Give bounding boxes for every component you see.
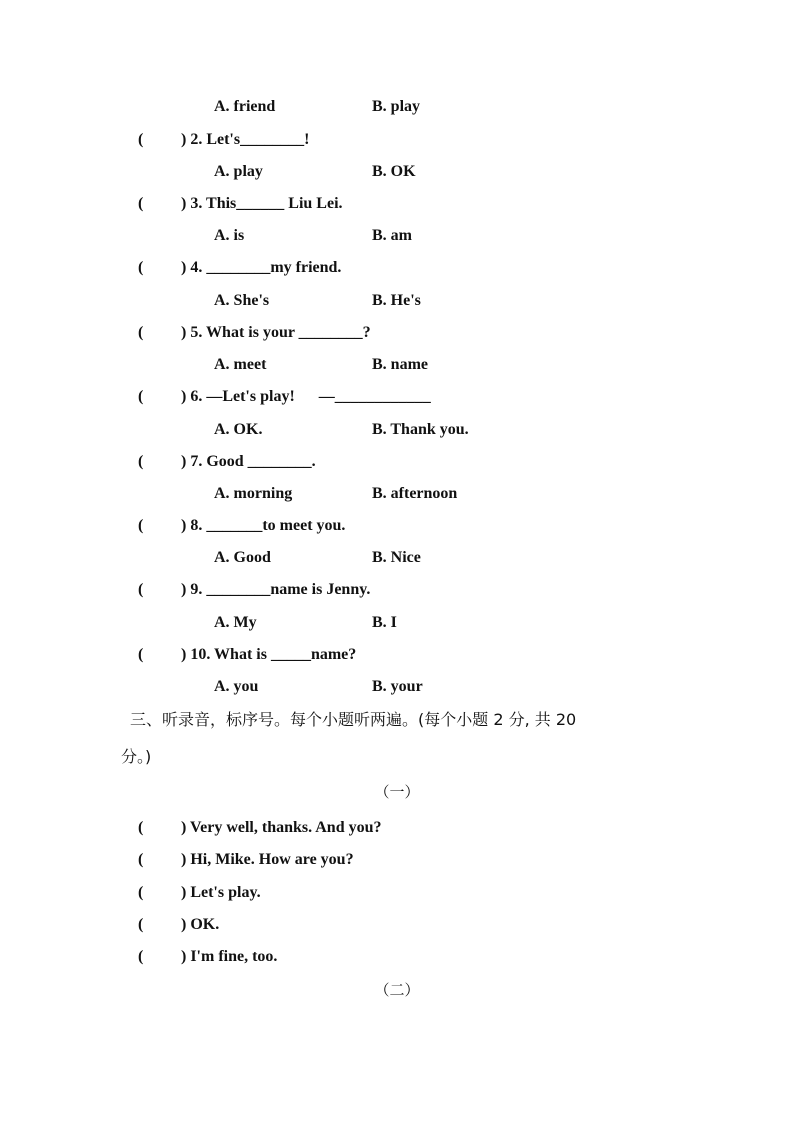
answer-paren[interactable]: (	[138, 948, 144, 965]
option-a: A. you	[214, 678, 259, 695]
answer-paren[interactable]: (	[138, 916, 144, 933]
item-text: ) OK.	[181, 916, 220, 933]
question-text: ) 3. This______ Liu Lei.	[181, 195, 343, 212]
answer-paren[interactable]: (	[138, 851, 144, 868]
answer-paren[interactable]: (	[138, 819, 144, 836]
option-b: B. Nice	[372, 549, 421, 566]
item-text: ) Very well, thanks. And you?	[181, 819, 382, 836]
group-2-title: （二）	[374, 981, 420, 999]
answer-paren[interactable]: (	[138, 388, 144, 405]
answer-paren[interactable]: (	[138, 884, 144, 901]
answer-paren[interactable]: (	[138, 131, 144, 148]
answer-paren[interactable]: (	[138, 453, 144, 470]
question-text: ) 7. Good ________.	[181, 453, 316, 470]
question-text: ) 5. What is your ________?	[181, 324, 371, 341]
question-text: ) 6. —Let's play! —____________	[181, 388, 431, 405]
answer-paren[interactable]: (	[138, 324, 144, 341]
group-1-title: （一）	[374, 783, 420, 801]
option-b: B. OK	[372, 163, 416, 180]
option-b: B. afternoon	[372, 485, 458, 502]
answer-paren[interactable]: (	[138, 195, 144, 212]
option-a: A. She's	[214, 292, 270, 309]
option-b: B. am	[372, 227, 412, 244]
option-a: A. play	[214, 163, 263, 180]
question-text: ) 9. ________name is Jenny.	[181, 581, 371, 598]
option-a: A. is	[214, 227, 245, 244]
option-b: B. I	[372, 614, 397, 631]
option-b: B. your	[372, 678, 423, 695]
answer-paren[interactable]: (	[138, 581, 144, 598]
question-text: ) 8. _______to meet you.	[181, 517, 346, 534]
q1-option-a: A. friend	[214, 98, 276, 115]
answer-paren[interactable]: (	[138, 517, 144, 534]
option-a: A. meet	[214, 356, 267, 373]
question-text: ) 10. What is _____name?	[181, 646, 357, 663]
q1-option-b: B. play	[372, 98, 421, 115]
answer-paren[interactable]: (	[138, 646, 144, 663]
option-a: A. OK.	[214, 421, 263, 438]
option-b: B. He's	[372, 292, 421, 309]
option-a: A. Good	[214, 549, 271, 566]
section-3-heading: 三、听录音，标序号。每个小题听两遍。(每个小题 2 分, 共 20	[130, 710, 577, 729]
option-b: B. Thank you.	[372, 421, 469, 438]
option-a: A. My	[214, 614, 257, 631]
option-b: B. name	[372, 356, 428, 373]
answer-paren[interactable]: (	[138, 259, 144, 276]
question-text: ) 2. Let's________!	[181, 131, 310, 148]
option-a: A. morning	[214, 485, 293, 502]
question-text: ) 4. ________my friend.	[181, 259, 342, 276]
section-3-heading-cont: 分。)	[121, 747, 152, 766]
item-text: ) Let's play.	[181, 884, 261, 901]
item-text: ) I'm fine, too.	[181, 948, 278, 965]
item-text: ) Hi, Mike. How are you?	[181, 851, 354, 868]
